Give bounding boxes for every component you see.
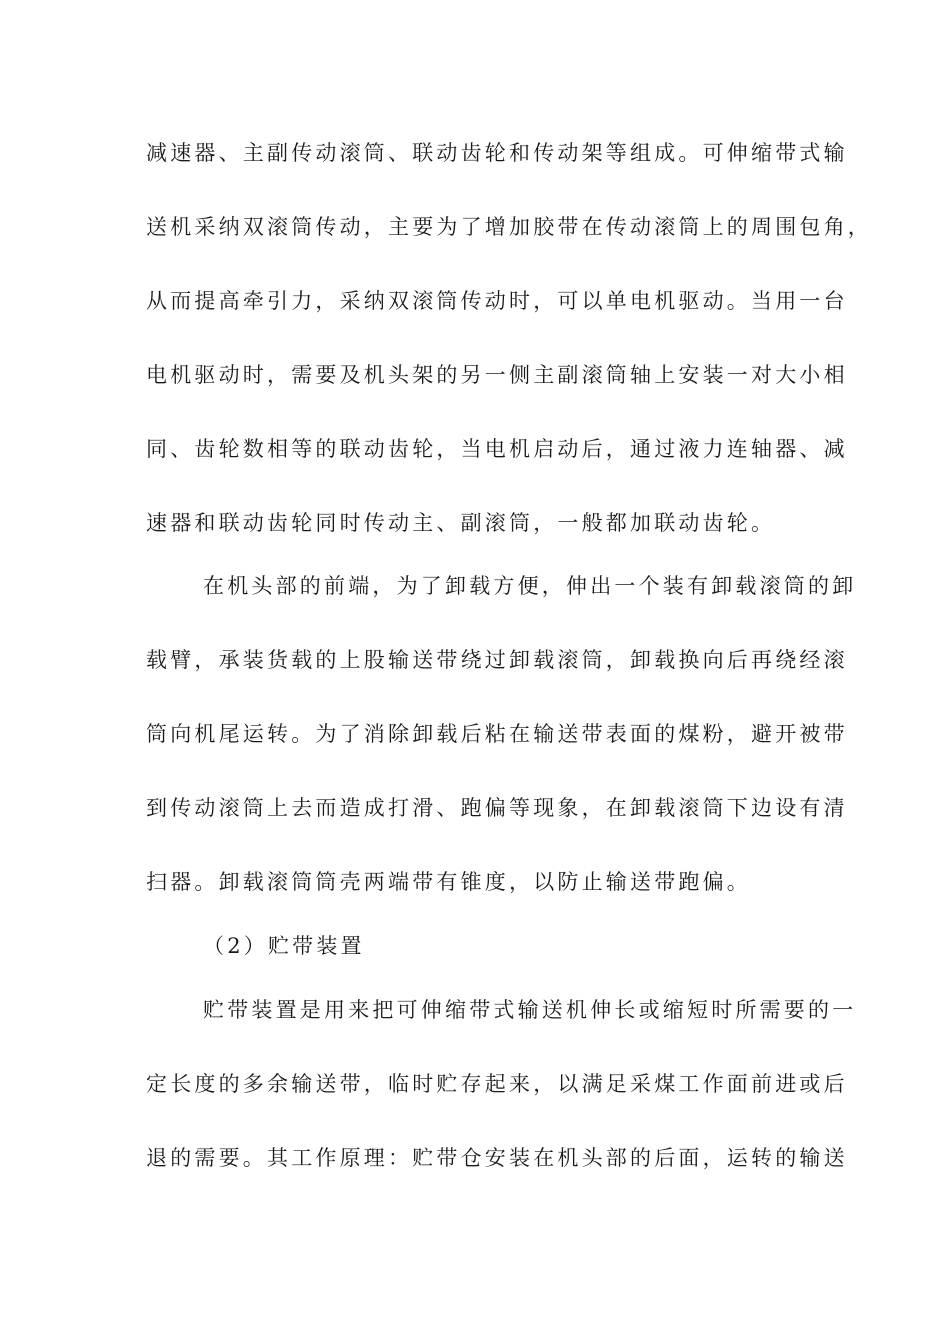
paragraph-line: 扫器。卸载滚筒筒壳两端带有锥度，以防止输送带跑偏。 (146, 870, 751, 894)
paragraph-line: 退的需要。其工作原理：贮带仓安装在机头部的后面，运转的输送 (146, 1146, 848, 1170)
paragraph-line: 送机采纳双滚筒传动，主要为了增加胶带在传动滚筒上的周围包角， (146, 215, 872, 239)
paragraph-line: 速器和联动齿轮同时传动主、副滚筒，一般都加联动齿轮。 (146, 511, 776, 535)
paragraph-line: 同、齿轮数相等的联动齿轮，当电机启动后，通过液力连轴器、减 (146, 437, 848, 461)
paragraph-line: 到传动滚筒上去而造成打滑、跑偏等现象，在卸载滚筒下边设有清 (146, 796, 848, 820)
paragraph-line: 载臂，承装货载的上股输送带绕过卸载滚筒，卸载换向后再绕经滚 (146, 648, 848, 672)
paragraph-line: 筒向机尾运转。为了消除卸载后粘在输送带表面的煤粉，避开被带 (146, 722, 848, 746)
section-heading: （2）贮带装置 (203, 934, 365, 958)
paragraph-line: 减速器、主副传动滚筒、联动齿轮和传动架等组成。可伸缩带式输 (146, 141, 848, 165)
paragraph-line: 贮带装置是用来把可伸缩带式输送机伸长或缩短时所需要的一 (203, 998, 857, 1022)
paragraph-line: 在机头部的前端，为了卸载方便，伸出一个装有卸载滚筒的卸 (203, 574, 857, 598)
paragraph-line: 定长度的多余输送带，临时贮存起来，以满足采煤工作面前进或后 (146, 1072, 848, 1096)
paragraph-line: 从而提高牵引力，采纳双滚筒传动时，可以单电机驱动。当用一台 (146, 289, 848, 313)
paragraph-line: 电机驱动时，需要及机头架的另一侧主副滚筒轴上安装一对大小相 (146, 363, 848, 387)
